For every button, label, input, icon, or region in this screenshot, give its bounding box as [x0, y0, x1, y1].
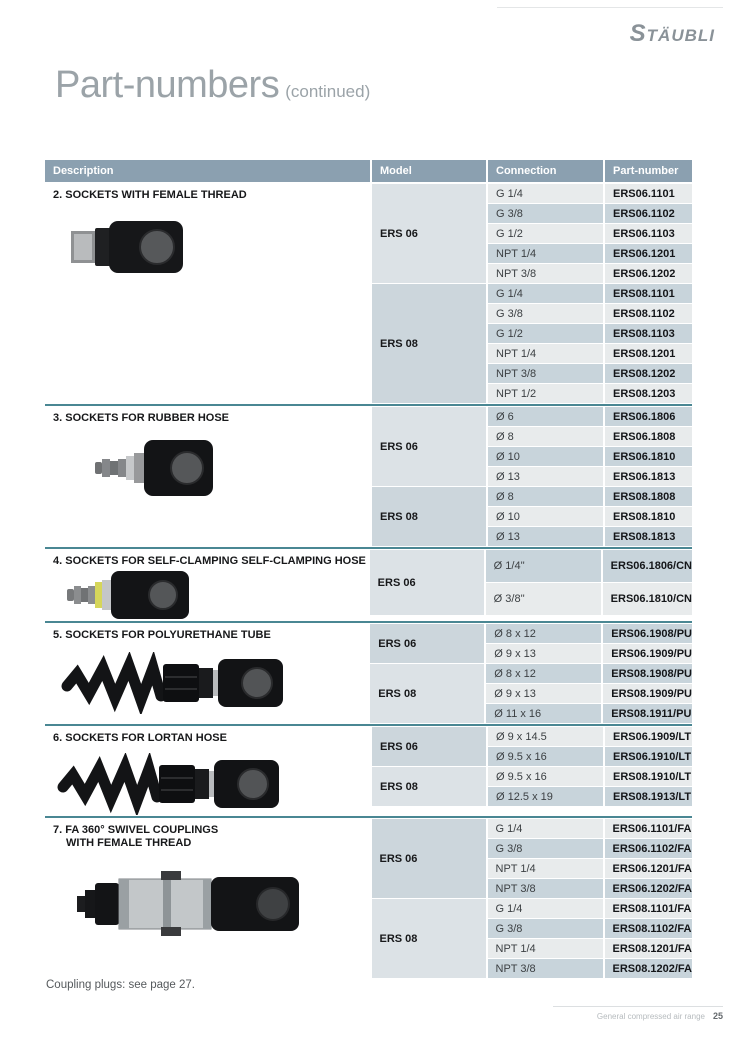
model-cell: ERS 06	[370, 624, 484, 663]
part-number-cell: ERS06.1102	[605, 204, 692, 223]
description-cell	[45, 727, 370, 815]
section-title: 6. SOCKETS FOR LORTAN HOSE	[53, 732, 227, 744]
footer-rule	[553, 1006, 723, 1007]
table-row	[488, 224, 692, 243]
connection-cell: Ø 11 x 16	[486, 704, 601, 723]
model-groups	[372, 184, 692, 403]
rows	[488, 487, 692, 546]
connection-cell: NPT 1/2	[488, 384, 603, 403]
model-cell: ERS 08	[372, 487, 486, 546]
connection-cell: G 1/4	[488, 819, 603, 838]
connection-cell: G 3/8	[488, 919, 603, 938]
product-image-female-thread	[71, 216, 370, 278]
section-title: 4. SOCKETS FOR SELF-CLAMPING SELF-CLAMPING HOSE	[53, 555, 366, 567]
table-row	[486, 664, 692, 683]
table-row	[488, 447, 692, 466]
connection-cell: Ø 8 x 12	[486, 624, 601, 643]
part-number-cell: ERS06.1101	[605, 184, 692, 203]
section-title-line2: WITH FEMALE THREAD	[66, 837, 192, 849]
connection-cell: Ø 10	[488, 447, 603, 466]
rows	[486, 550, 692, 615]
page-title-suffix: (continued)	[285, 82, 371, 101]
part-number-cell: ERS06.1909/LT	[605, 727, 692, 746]
connection-cell: G 1/2	[488, 224, 603, 243]
column-header-description: Description	[45, 160, 370, 182]
connection-cell: Ø 13	[488, 527, 603, 546]
model-groups	[370, 550, 692, 620]
table-row	[488, 787, 692, 806]
model-cell: ERS 06	[370, 550, 484, 615]
table-section	[45, 624, 692, 723]
table-section	[45, 184, 692, 403]
model-cell: ERS 06	[372, 407, 486, 486]
connection-cell: G 3/8	[488, 204, 603, 223]
table-row	[488, 384, 692, 403]
table-row	[488, 324, 692, 343]
connection-cell: G 3/8	[488, 304, 603, 323]
connection-cell: Ø 6	[488, 407, 603, 426]
connection-cell: NPT 3/8	[488, 364, 603, 383]
part-number-cell: ERS08.1908/PU	[603, 664, 692, 683]
connection-cell: Ø 10	[488, 507, 603, 526]
table-row	[486, 704, 692, 723]
model-cell: ERS 08	[372, 899, 486, 978]
model-group	[372, 184, 692, 283]
part-number-cell: ERS08.1910/LT	[605, 767, 692, 786]
table-row	[488, 879, 693, 898]
model-group	[370, 550, 692, 615]
part-number-cell: ERS06.1806	[605, 407, 692, 426]
part-number-cell: ERS08.1202/FA	[605, 959, 693, 978]
part-number-cell: ERS06.1909/PU	[603, 644, 692, 663]
connection-cell: Ø 9.5 x 16	[488, 767, 603, 786]
model-cell: ERS 06	[372, 819, 486, 898]
connection-cell: Ø 8 x 12	[486, 664, 601, 683]
table-row	[486, 624, 692, 643]
footer-range-label: General compressed air range	[596, 1012, 705, 1021]
connection-cell: Ø 3/8''	[486, 583, 601, 615]
table-row	[488, 899, 693, 918]
connection-cell: Ø 9 x 13	[486, 644, 601, 663]
table-row	[488, 939, 693, 958]
part-number-cell: ERS08.1201	[605, 344, 692, 363]
model-group	[372, 819, 693, 898]
connection-cell: Ø 9.5 x 16	[488, 747, 603, 766]
connection-cell: Ø 12.5 x 19	[488, 787, 603, 806]
description-cell	[45, 407, 370, 546]
table-row	[488, 467, 692, 486]
part-number-cell: ERS06.1202	[605, 264, 692, 283]
connection-cell: Ø 8	[488, 427, 603, 446]
table-section	[45, 407, 692, 546]
section-divider	[45, 547, 692, 549]
model-cell: ERS 08	[372, 767, 486, 806]
part-number-cell: ERS08.1808	[605, 487, 692, 506]
part-number-cell: ERS08.1101/FA	[605, 899, 693, 918]
model-group	[372, 727, 692, 766]
model-group	[370, 664, 692, 723]
part-number-cell: ERS06.1101/FA	[605, 819, 693, 838]
model-group	[370, 624, 692, 663]
part-number-cell: ERS06.1910/LT	[605, 747, 692, 766]
part-number-cell: ERS06.1808	[605, 427, 692, 446]
table-row	[486, 644, 692, 663]
section-title: 5. SOCKETS FOR POLYURETHANE TUBE	[53, 629, 271, 641]
model-group	[372, 284, 692, 403]
table-row	[488, 407, 692, 426]
product-image-polyurethane	[61, 652, 368, 714]
section-title: 2. SOCKETS WITH FEMALE THREAD	[53, 189, 247, 201]
section-divider	[45, 621, 692, 623]
connection-cell: G 3/8	[488, 839, 603, 858]
model-group	[372, 899, 693, 978]
model-groups	[370, 624, 692, 723]
part-number-cell: ERS08.1103	[605, 324, 692, 343]
model-groups	[372, 727, 692, 815]
model-group	[372, 767, 692, 806]
connection-cell: Ø 8	[488, 487, 603, 506]
rows	[488, 184, 692, 283]
table-section	[45, 727, 692, 815]
part-number-cell: ERS06.1102/FA	[605, 839, 693, 858]
connection-cell: Ø 9 x 14.5	[488, 727, 603, 746]
table-body	[45, 184, 692, 978]
table-row	[486, 684, 692, 703]
connection-cell: G 1/4	[488, 899, 603, 918]
table-row	[486, 583, 692, 615]
part-number-cell: ERS06.1813	[605, 467, 692, 486]
model-cell: ERS 06	[372, 727, 486, 766]
description-cell	[45, 624, 368, 723]
table-row	[488, 184, 692, 203]
rows	[488, 767, 692, 806]
rows	[486, 664, 692, 723]
rows	[488, 819, 693, 898]
model-groups	[372, 819, 693, 978]
product-image-self-clamping	[67, 570, 368, 620]
rows	[488, 407, 692, 486]
parts-table	[45, 160, 692, 978]
section-title: 7. FA 360° SWIVEL COUPLINGS	[53, 824, 219, 836]
part-number-cell: ERS08.1911/PU	[603, 704, 692, 723]
table-row	[488, 284, 692, 303]
part-number-cell: ERS06.1810	[605, 447, 692, 466]
section-title: 3. SOCKETS FOR RUBBER HOSE	[53, 412, 230, 424]
table-row	[486, 550, 692, 582]
connection-cell: NPT 1/4	[488, 939, 603, 958]
part-number-cell: ERS08.1102/FA	[605, 919, 693, 938]
description-cell	[45, 819, 370, 978]
table-row	[488, 919, 693, 938]
connection-cell: G 1/4	[488, 284, 603, 303]
part-number-cell: ERS06.1908/PU	[603, 624, 692, 643]
table-row	[488, 819, 693, 838]
connection-cell: NPT 1/4	[488, 859, 603, 878]
rows	[488, 284, 692, 403]
table-row	[488, 747, 692, 766]
model-cell: ERS 08	[372, 284, 486, 403]
part-number-cell: ERS06.1810/CN	[603, 583, 692, 615]
part-number-cell: ERS06.1202/FA	[605, 879, 693, 898]
section-divider	[45, 404, 692, 406]
table-row	[488, 527, 692, 546]
part-number-cell: ERS08.1810	[605, 507, 692, 526]
table-row	[488, 204, 692, 223]
part-number-cell: ERS08.1101	[605, 284, 692, 303]
part-number-cell: ERS08.1201/FA	[605, 939, 693, 958]
connection-cell: Ø 9 x 13	[486, 684, 601, 703]
part-number-cell: ERS08.1102	[605, 304, 692, 323]
brand-logo: STÄUBLI	[629, 20, 715, 47]
table-row	[488, 244, 692, 263]
part-number-cell: ERS06.1201/FA	[605, 859, 693, 878]
table-row	[488, 487, 692, 506]
product-image-lortan	[57, 753, 370, 815]
product-image-fa-swivel	[77, 866, 370, 941]
column-header-part-number: Part-number	[605, 160, 692, 182]
part-number-cell: ERS08.1203	[605, 384, 692, 403]
connection-cell: NPT 1/4	[488, 344, 603, 363]
part-number-cell: ERS08.1813	[605, 527, 692, 546]
part-number-cell: ERS06.1103	[605, 224, 692, 243]
model-cell: ERS 06	[372, 184, 486, 283]
table-row	[488, 839, 693, 858]
connection-cell: NPT 1/4	[488, 244, 603, 263]
footer-note: Coupling plugs: see page 27.	[46, 979, 195, 991]
section-divider	[45, 724, 692, 726]
rows	[488, 899, 693, 978]
rows	[486, 624, 692, 663]
section-divider	[45, 816, 692, 818]
top-rule	[497, 7, 723, 8]
table-row	[488, 507, 692, 526]
page-title	[55, 64, 370, 107]
product-image-rubber-hose	[95, 437, 370, 497]
connection-cell: NPT 3/8	[488, 879, 603, 898]
table-row	[488, 959, 693, 978]
table-section	[45, 819, 692, 978]
table-row	[488, 264, 692, 283]
description-cell	[45, 550, 368, 620]
table-row	[488, 859, 693, 878]
connection-cell: Ø 13	[488, 467, 603, 486]
connection-cell: G 1/4	[488, 184, 603, 203]
table-row	[488, 344, 692, 363]
connection-cell: Ø 1/4''	[486, 550, 601, 582]
part-number-cell: ERS06.1806/CN	[603, 550, 692, 582]
table-row	[488, 364, 692, 383]
table-header-row	[45, 160, 692, 182]
column-header-connection: Connection	[488, 160, 603, 182]
table-row	[488, 427, 692, 446]
model-groups	[372, 407, 692, 546]
model-cell: ERS 08	[370, 664, 484, 723]
connection-cell: G 1/2	[488, 324, 603, 343]
table-row	[488, 727, 692, 746]
description-cell	[45, 184, 370, 403]
part-number-cell: ERS08.1202	[605, 364, 692, 383]
column-header-model: Model	[372, 160, 486, 182]
table-section	[45, 550, 692, 620]
part-number-cell: ERS08.1909/PU	[603, 684, 692, 703]
page-number: 25	[712, 1011, 723, 1021]
page-title-main: Part-numbers	[55, 64, 280, 106]
table-row	[488, 767, 692, 786]
footer-right	[597, 1011, 723, 1021]
part-number-cell: ERS06.1201	[605, 244, 692, 263]
connection-cell: NPT 3/8	[488, 959, 603, 978]
table-row	[488, 304, 692, 323]
part-number-cell: ERS08.1913/LT	[605, 787, 692, 806]
model-group	[372, 407, 692, 486]
model-group	[372, 487, 692, 546]
rows	[488, 727, 692, 766]
connection-cell: NPT 3/8	[488, 264, 603, 283]
